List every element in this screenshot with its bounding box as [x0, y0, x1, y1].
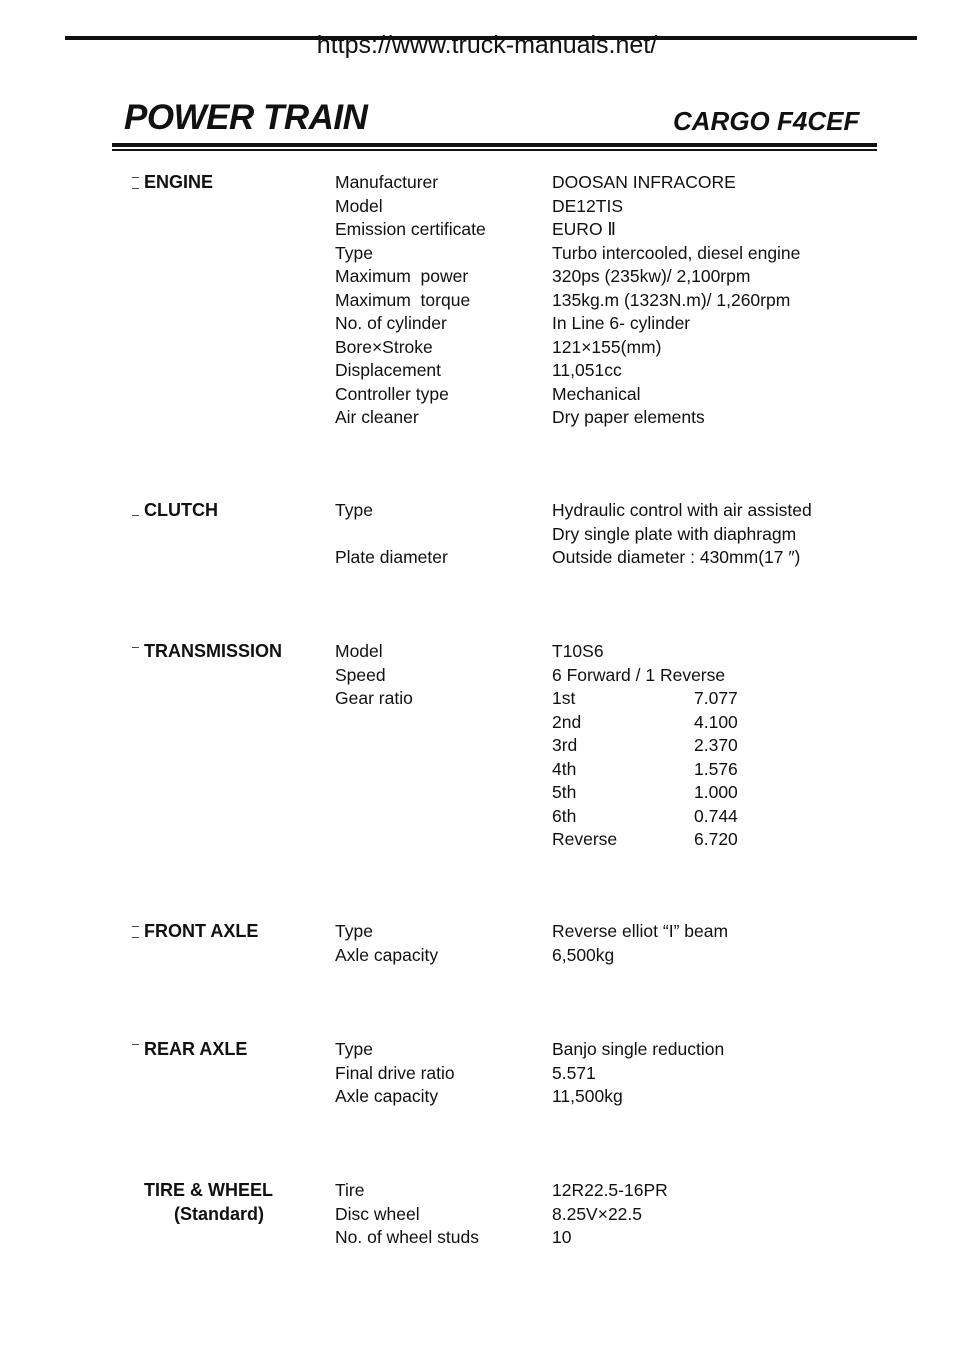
gear-row	[0, 687, 974, 711]
spec-row	[0, 1203, 974, 1227]
spec-value: Hydraulic control with air assisted	[552, 500, 812, 520]
spec-value: DE12TIS	[552, 195, 623, 216]
spec-row	[0, 920, 974, 944]
section-title: REAR AXLE	[144, 1039, 248, 1059]
spec-row	[0, 1085, 974, 1109]
spec-label: Air cleaner	[335, 407, 419, 427]
spec-row	[0, 218, 974, 242]
spec-label: Model	[335, 641, 383, 661]
spec-row	[0, 312, 974, 336]
spec-row	[0, 1226, 974, 1250]
spec-row	[0, 336, 974, 360]
section-title: FRONT AXLE	[144, 921, 259, 941]
spec-label: Axle capacity	[335, 944, 439, 965]
page-title: POWER TRAIN	[124, 98, 368, 137]
spec-label: Disc wheel	[335, 1203, 420, 1224]
spec-value: 6 Forward / 1 Reverse	[552, 664, 726, 685]
spec-value: EURO Ⅱ	[552, 219, 617, 239]
gear-name: Reverse	[552, 829, 618, 849]
spec-row	[0, 640, 974, 664]
spec-label: Type	[335, 921, 373, 941]
spec-label: Type	[335, 1039, 373, 1059]
spec-label: Displacement	[335, 360, 442, 380]
section-title: CLUTCH	[144, 500, 218, 520]
spec-value: 11,051cc	[552, 360, 622, 380]
gear-ratio: 2.370	[694, 735, 738, 755]
gear-row	[0, 758, 974, 782]
title-rule-thin	[112, 149, 877, 151]
spec-label: Maximum power	[335, 266, 469, 286]
spec-row	[0, 289, 974, 313]
spec-row	[0, 1038, 974, 1062]
section-subtitle: (Standard)	[174, 1203, 264, 1224]
spec-value: Dry paper elements	[552, 407, 705, 427]
gear-name: 1st	[552, 688, 576, 708]
spec-value: Outside diameter : 430mm(17 ″)	[552, 547, 801, 567]
gear-row	[0, 828, 974, 852]
spec-value: In Line 6- cylinder	[552, 313, 691, 333]
spec-row	[0, 195, 974, 219]
spec-row	[0, 265, 974, 289]
spec-label: Manufacturer	[335, 172, 439, 192]
spec-label: Tire	[335, 1180, 365, 1200]
spec-label: Gear ratio	[335, 688, 413, 708]
title-rule-thick	[112, 143, 877, 147]
spec-value: 12R22.5-16PR	[552, 1180, 668, 1200]
spec-label: Speed	[335, 664, 386, 685]
spec-label: Final drive ratio	[335, 1062, 455, 1083]
spec-value: Reverse elliot “I” beam	[552, 921, 729, 941]
spec-row	[0, 546, 974, 570]
gear-name: 5th	[552, 782, 577, 802]
spec-label: Bore×Stroke	[335, 336, 433, 357]
spec-value: 320ps (235kw)/ 2,100rpm	[552, 266, 751, 286]
spec-row	[0, 383, 974, 407]
spec-label: Type	[335, 500, 373, 520]
gear-ratio: 1.576	[694, 758, 738, 779]
source-url: https://www.truck-manuals.net/	[316, 31, 658, 59]
spec-row	[0, 171, 974, 195]
spec-label: No. of cylinder	[335, 313, 447, 333]
spec-value: 10	[552, 1227, 572, 1247]
spec-row	[0, 1062, 974, 1086]
spec-value: T10S6	[552, 641, 604, 661]
spec-row	[0, 242, 974, 266]
spec-value: DOOSAN INFRACORE	[552, 172, 736, 192]
gear-row	[0, 805, 974, 829]
spec-label: Emission certificate	[335, 219, 486, 239]
spec-label: Plate diameter	[335, 547, 448, 567]
gear-row	[0, 781, 974, 805]
spec-label: Maximum torque	[335, 289, 471, 310]
section-title: ENGINE	[144, 172, 214, 192]
spec-label: Axle capacity	[335, 1086, 439, 1106]
spec-value: 8.25V×22.5	[552, 1203, 643, 1224]
gear-ratio: 0.744	[694, 805, 738, 826]
spec-value: 6,500kg	[552, 944, 615, 965]
gear-ratio: 6.720	[694, 829, 738, 849]
gear-ratio: 1.000	[694, 782, 738, 802]
spec-row	[0, 406, 974, 430]
gear-ratio: 7.077	[694, 688, 738, 708]
spec-row	[0, 499, 974, 523]
spec-row	[0, 1179, 974, 1203]
gear-row	[0, 734, 974, 758]
spec-value: Turbo intercooled, diesel engine	[552, 242, 801, 263]
vehicle-model: CARGO F4CEF	[673, 106, 860, 136]
spec-label: Model	[335, 195, 383, 216]
section-title: TIRE & WHEEL	[144, 1180, 273, 1200]
spec-value: Mechanical	[552, 383, 641, 404]
spec-value: 135kg.m (1323N.m)/ 1,260rpm	[552, 289, 791, 310]
spec-value: Banjo single reduction	[552, 1039, 725, 1059]
section-title: TRANSMISSION	[144, 641, 283, 661]
gear-ratio: 4.100	[694, 711, 738, 732]
spec-row	[0, 359, 974, 383]
gear-name: 4th	[552, 758, 577, 779]
gear-row	[0, 711, 974, 735]
spec-value: 121×155(mm)	[552, 336, 662, 357]
spec-value: 5.571	[552, 1062, 596, 1083]
spec-row	[0, 664, 974, 688]
gear-name: 2nd	[552, 711, 582, 732]
spec-label: Type	[335, 242, 373, 263]
spec-value: 11,500kg	[552, 1086, 623, 1106]
spec-value: Dry single plate with diaphragm	[552, 523, 797, 544]
spec-label: No. of wheel studs	[335, 1227, 479, 1247]
spec-row	[0, 523, 974, 547]
spec-row	[0, 944, 974, 968]
spec-label: Controller type	[335, 383, 449, 404]
gear-name: 3rd	[552, 735, 578, 755]
gear-name: 6th	[552, 805, 577, 826]
